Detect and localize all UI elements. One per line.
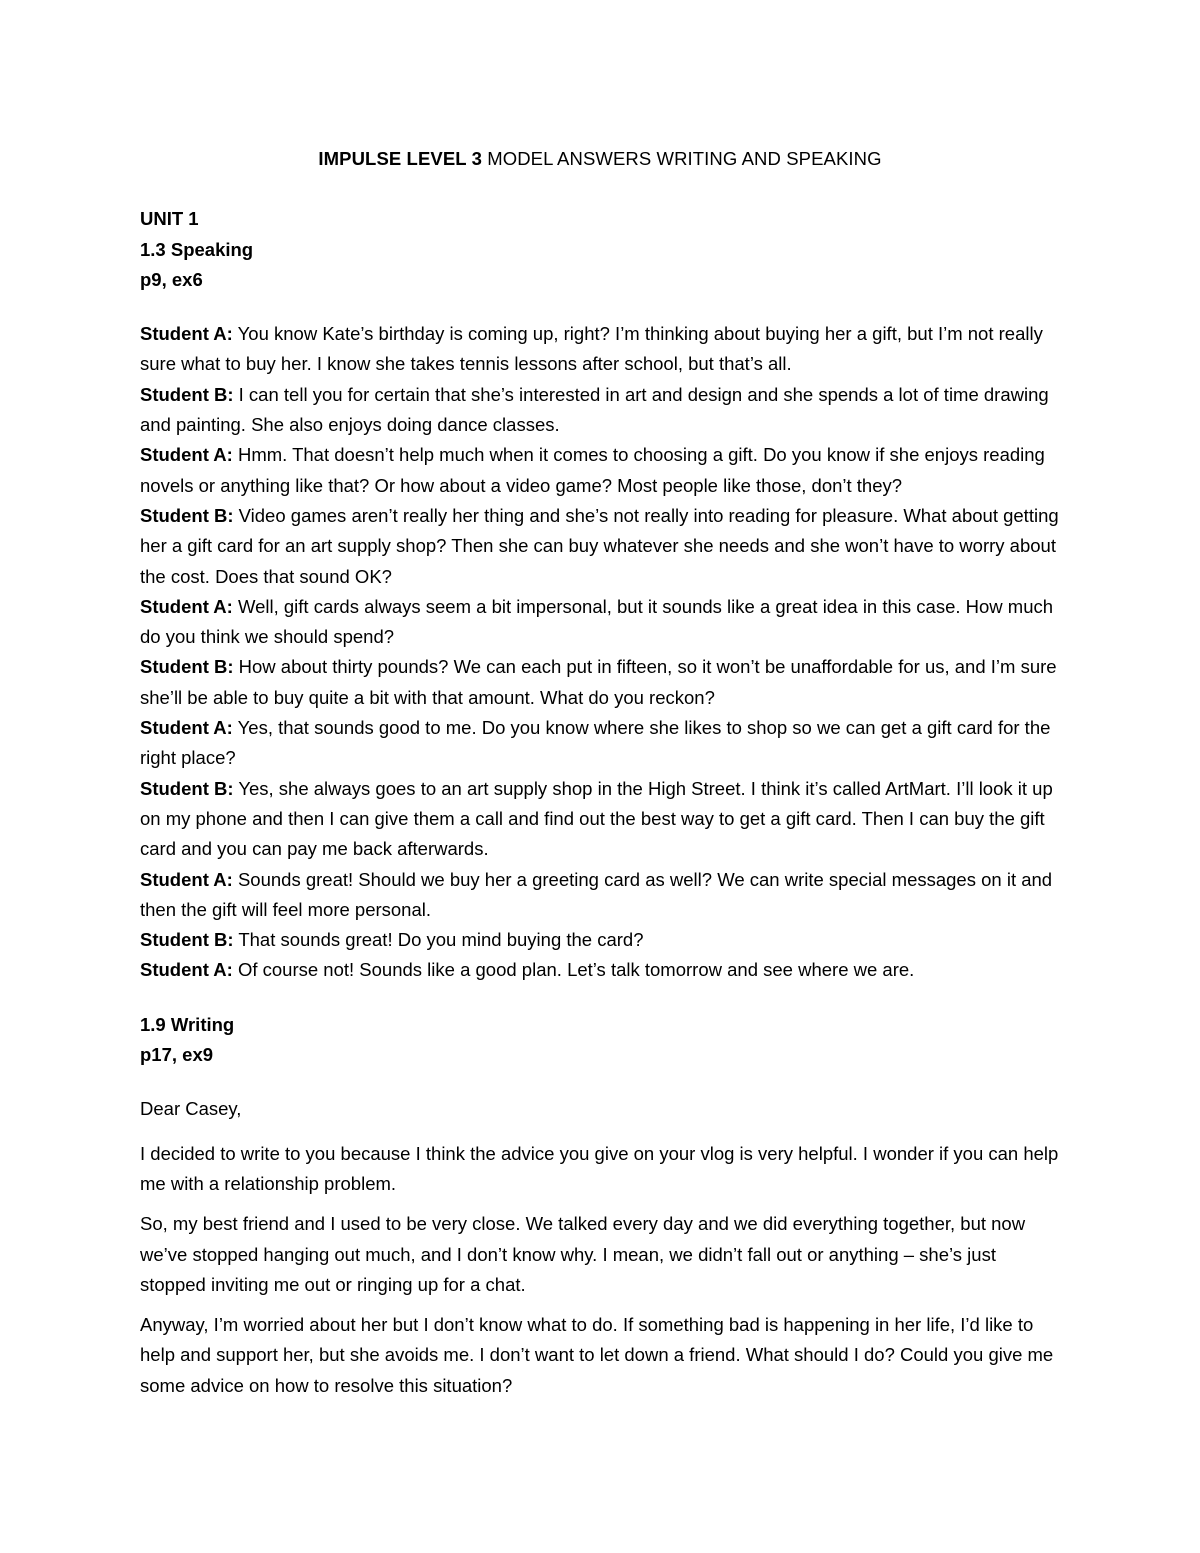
dialogue-line (140, 774, 1060, 865)
dialogue-text: How about thirty pounds? We can each put in fifteen, so it won’t be unaffordable for us, and I’m sure she’ll be able to buy quite a bit with that amount. What do you reckon? (140, 656, 1057, 708)
spacer (140, 1070, 1060, 1094)
writing-exercise-ref: p17, ex9 (140, 1044, 214, 1066)
dialogue-text: Hmm. That doesn’t help much when it comes to choosing a gift. Do you know if she enjoys reading novels or anything like that? Or how about a video game? Most people like those, don’t they? (140, 444, 1045, 496)
dialogue-line (140, 440, 1060, 501)
dialogue-line (140, 713, 1060, 774)
speaking-dialogue (140, 319, 1060, 986)
dialogue-line (140, 501, 1060, 592)
dialogue-line (140, 925, 1060, 955)
speaker-label: Student A: (140, 868, 233, 890)
speaker-label: Student A: (140, 717, 233, 739)
dialogue-text: Sounds great! Should we buy her a greeting card as well? We can write special messages on it and then the gift will feel more personal. (140, 868, 1053, 920)
dialogue-text: Of course not! Sounds like a good plan. Let’s talk tomorrow and see where we are. (232, 959, 915, 981)
dialogue-text: Video games aren’t really her thing and she’s not really into reading for pleasure. What about getting her a gift card for an art supply shop? Then she can buy whatever she needs and she won’t have to worry about the cost. Does that sound OK? (140, 504, 1059, 587)
dialogue-line (140, 865, 1060, 926)
dialogue-text: I can tell you for certain that she’s interested in art and design and she spends a lot of time drawing and painting. She also enjoys doing dance classes. (140, 383, 1049, 436)
dialogue-text: Well, gift cards always seem a bit impersonal, but it sounds like a great idea in this case. How much do you think we should spend? (140, 595, 1054, 648)
unit-heading: UNIT 1 (140, 208, 199, 230)
dialogue-line (140, 319, 1060, 380)
writing-section-heading: 1.9 Writing (140, 1013, 235, 1035)
speaking-section-heading: 1.3 Speaking (140, 238, 254, 260)
letter-salutation: Dear Casey, (140, 1098, 242, 1120)
document-title-rest: MODEL ANSWERS WRITING AND SPEAKING (481, 148, 882, 169)
dialogue-line (140, 380, 1060, 441)
dialogue-line (140, 955, 1060, 985)
dialogue-text: That sounds great! Do you mind buying the card? (233, 929, 644, 951)
speaker-label: Student A: (140, 323, 233, 345)
document-title (140, 144, 1060, 174)
speaker-label: Student A: (140, 444, 233, 466)
letter-paragraph: So, my best friend and I used to be very close. We talked every day and we did everything together, but now we’ve stopped hanging out much, and I don’t know why. I mean, we didn’t fall out or anything – she’s just stopped inviting me out or ringing up for a chat. (140, 1213, 1026, 1295)
dialogue-line (140, 652, 1060, 713)
speaker-label: Student B: (140, 656, 234, 678)
letter-paragraph: I decided to write to you because I think the advice you give on your vlog is very helpful. I wonder if you can help me with a relationship problem. (140, 1142, 1059, 1194)
speaker-label: Student A: (140, 959, 233, 981)
document-title-bold: IMPULSE LEVEL 3 (318, 148, 482, 169)
writing-letter (140, 1094, 1060, 1401)
speaker-label: Student B: (140, 929, 234, 951)
dialogue-text: Yes, she always goes to an art supply shop in the High Street. I think it’s called ArtMart. I’ll look it up on my phone and then I can give them a call and find out the best way to get a gift card. Then I can buy the gift card and you can pay me back afterwards. (140, 777, 1053, 860)
dialogue-text: Yes, that sounds good to me. Do you know where she likes to shop so we can get a gift card for the right place? (140, 717, 1051, 769)
spacer (140, 295, 1060, 319)
speaker-label: Student B: (140, 777, 234, 799)
spacer (140, 986, 1060, 1010)
speaker-label: Student B: (140, 504, 234, 526)
speaker-label: Student B: (140, 383, 234, 405)
speaking-exercise-ref: p9, ex6 (140, 268, 203, 290)
speaker-label: Student A: (140, 595, 233, 617)
letter-paragraph: Anyway, I’m worried about her but I don’t know what to do. If something bad is happening in her life, I’d like to help and support her, but she avoids me. I don’t want to let down a friend. What should I do? Could you give me some advice on how to resolve this situation? (140, 1314, 1054, 1396)
dialogue-text: You know Kate’s birthday is coming up, right? I’m thinking about buying her a gift, but I’m not really sure what to buy her. I know she takes tennis lessons after school, but that’s all. (140, 323, 1043, 375)
dialogue-line (140, 592, 1060, 653)
